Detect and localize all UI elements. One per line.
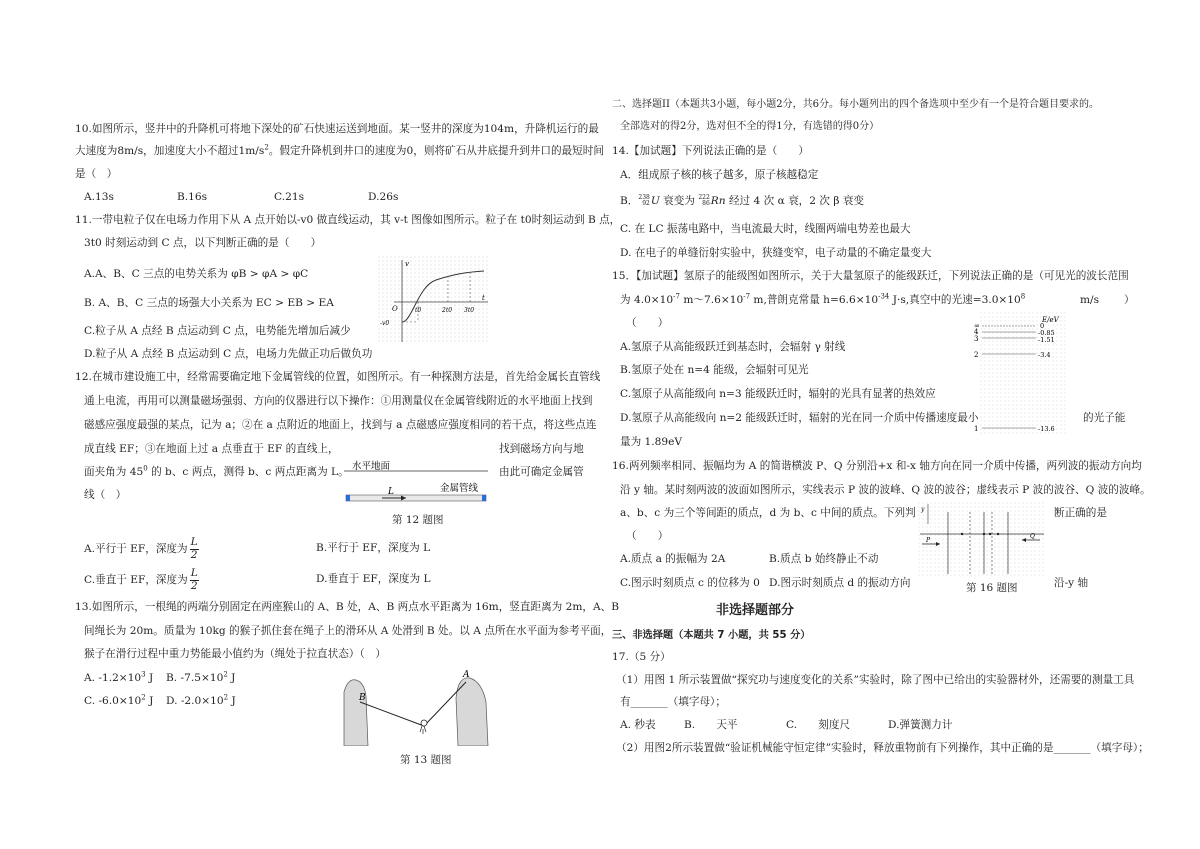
q12-option-a: A.平行于 EF，深度为 $\frac{L}{2}$ [84,536,198,561]
q15-option-d-line3: 量为 1.89eV [620,436,683,448]
section3-heading: 三、非选择题（本题共 7 小题，共 55 分） [612,630,811,641]
q13-option-b: B. $-7.5\times 10^2$ J [166,670,236,684]
q12-stem-line4b: 找到磁场方向与地 [499,443,584,455]
q13-option-c: C. $-6.0\times 10^2$ J [84,693,154,707]
q16-figure-background [918,502,1046,576]
q12-ground-label: 水平地面 [352,461,391,472]
q11-minus-v0-label: -v0 [380,320,390,327]
q11-stem-line1: 11.一带电粒子仅在电场力作用下从 A 点开始以-v0 做直线运动，其 v-t 图像如图所示。粒子在 t0时刻运动到 B 点， [75,214,621,226]
q15-option-c: C.氢原子从高能级向 n=3 能级跃迁时，辐射的光具有显著的热效应 [620,388,936,400]
q14-option-c: C. 在 LC 振荡电路中，当电流最大时，线圈两端电势差也最大 [620,223,911,235]
q11-option-d: D.粒子从 A 点经 B 点运动到 C 点，电场力先做正功后做负功 [84,348,373,360]
q17-part1-line1: （1）用图 1 所示装置做“探究功与速度变化的关系”实验时，除了图中已给出的实验器材外，还需要的测量工具 [616,674,1135,686]
q13-slide-ring [421,720,427,726]
q13-option-d: D. $-2.0\times 10^2$ J [166,693,236,707]
q13-rope [360,682,466,726]
q10-stem-line2: 大速度为8m/s，加速度大小不超过$1m/s^2$。假定升降机到井口的速度为0，则将矿石从井底提升到井口的最短时间 [75,143,604,157]
q15-e-inf: 0 [1040,322,1045,330]
q15-n-inf: ∞ [974,322,980,330]
q15-e-2: -3.4 [1038,351,1051,359]
q16-option-c: C.图示时刻质点 c 的位移为 0 [620,577,760,589]
q16-point-c [997,533,999,535]
q12-stem-line1: 12.在城市建设施工中，经常需要确定地下金属管线的位置，如图所示。有一种探测方法是，首先给金属长直管线 [75,371,601,383]
q11-t0-label: t0 [415,307,422,314]
q10-option-d: D.26s [368,191,399,203]
q15-e-3: -1.51 [1038,336,1055,344]
q13-stem-line2: 间绳长为 20m。质量为 10kg 的猴子抓住套在绳子上的滑环从 A 处滑到 B 处。以 A 点所在水平面为参考平面， [84,625,612,637]
q15-option-b: B.氢原子处在 n=4 能级，会辐射可见光 [620,364,809,376]
q12-pipe-label: 金属管线 [440,483,479,494]
q13-left-mountain [344,680,368,746]
q14-option-a: A．组成原子核的核子越多，原子核越稳定 [620,169,819,181]
q16-point-a [961,533,963,535]
q15-option-a: A.氢原子从高能级跃迁到基态时，会辐射 γ 射线 [620,341,846,353]
q12-current-label: L [388,487,394,497]
section2-heading-line2: 全部选对的得2分，选对但不全的得1分，有选错的得0分） [620,121,880,132]
q13-stem-line1: 13.如图所示，一根绳的两端分别固定在两座猴山的 A、B 处，A、B 两点水平距离为 16m，竖直距离为 2m，A、B [75,601,620,613]
q15-n-1: 1 [974,425,979,433]
q15-energy-level-diagram [972,312,1068,436]
section2-heading-line1: 二、选择题II（本题共3小题，每小题2分，共6分。每小题列出的四个备选项中至少有一个是符合题目要求的。 [612,99,1099,110]
q17-part2-line1: （2）用图2所示装置做“验证机械能守恒定律”实验时，释放重物前有下列操作，其中正确的是_______（填字母）； [616,742,1149,754]
q12-caption: 第 12 题图 [392,514,444,526]
q16-wave-figure [918,502,1046,576]
q15-stem-line2-close: ） [1124,294,1135,306]
q16-stem-line3a: a、b、c 为三个等间距的质点，d 为 b、c 中间的质点。下列判 [620,507,916,519]
q12-stem-line6: 线（ ） [84,489,127,501]
q13-caption: 第 13 题图 [400,754,452,766]
q11-2t0-label: 2t0 [442,307,453,314]
q13-point-a-label: A [463,670,470,680]
q12-stem-line4a: 成直线 EF；③在地面上过 a 点垂直于 EF 的直线上， [84,443,339,455]
q12-stem-line3: 磁感应强度最强的某点，记为 a；②在 a 点附近的地面上，找到与 a 点磁感应强度相同的若干点，将这些点连 [84,419,597,431]
q13-option-a: A. $-1.2\times 10^3$ J [84,670,154,684]
q15-n-4: 4 [974,328,979,336]
q15-stem-line2-unit: m/s [1080,294,1100,306]
q16-option-d-cont: 沿-y 轴 [1054,577,1089,589]
q14-option-d: D. 在电子的单缝衍射实验中，狭缝变窄，电子动量的不确定量变大 [620,247,932,259]
q11-option-c: C.粒子从 A 点经 B 点运动到 C 点，电势能先增加后减少 [84,325,351,337]
q10-option-a: A.13s [84,191,114,203]
q15-stem-line1: 15．【加试题】氢原子的能级图如图所示，关于大量氢原子的能级跃迁，下列说法正确的是（可见光的波长范围 [612,270,1129,282]
q12-option-d: D.垂直于 EF，深度为 L [316,573,431,585]
non-choice-part-title: 非选择题部分 [716,603,795,618]
q11-v-label: v [405,260,409,268]
q10-stem-line1: 10.如图所示，竖井中的升降机可将地下深处的矿石快速运送到地面。某一竖井的深度为104m，升降机运行的最 [75,123,599,135]
q16-stem-line1: 16.两列频率相同、振幅均为 A 的简谐横波 P、Q 分别沿+x 和-x 轴方向在同一介质中传播，两列波的振动方向均 [612,460,1142,472]
q16-caption: 第 16 题图 [966,582,1018,594]
q12-option-c: C.垂直于 EF，深度为 $\frac{L}{2}$ [84,567,198,592]
q17-part1-line2: 有_______（填字母）； [620,696,726,708]
q15-e-4: -0.85 [1038,329,1055,337]
q17-option-b: B. 天平 [684,719,738,731]
q11-stem-line2: 3t0 时刻运动到 C 点，以下判断正确的是（ ） [84,237,322,249]
q14-option-b: B． 238 92 U 衰变为 222 86 Rn 经过 4 次 α 衰，2 次 β 衰变 [620,194,865,207]
q15-option-d-line1: D.氢原子从高能级向 n=2 能级跃迁时，辐射的光在同一介质中传播速度最小 [620,412,979,424]
q17-option-a: A. 秒表 [620,719,656,731]
q12-pipe-figure [342,458,490,506]
q14-stem: 14.【加试题】下列说法正确的是（ ） [612,145,809,157]
q15-stem-line3: （ ） [626,317,669,329]
q10-option-b: B.16s [177,191,208,203]
q11-option-b: B. A、B、C 三点的场强大小关系为 EC > EB > EA [84,297,334,309]
q12-stem-line5c: 由此可确定金属管 [499,466,584,478]
q13-point-b-label: B [359,693,366,703]
q11-3t0-label: 3t0 [464,307,475,314]
q11-t-label: t [482,294,485,302]
q12-metal-pipe [346,495,486,501]
q17-head: 17.（5 分） [612,651,671,663]
q13-stem-line3: 猴子在滑行过程中重力势能最小值约为（绳处于拉直状态）（ ） [84,648,386,660]
q16-p-label: P [926,537,931,544]
q16-point-b [983,533,985,535]
q16-q-label: Q [1030,533,1035,540]
q11-option-a: A.A、B、C 三点的电势关系为 φB > φA > φC [84,268,309,280]
q12-pipe-end-left [346,495,350,501]
q15-n-2: 2 [974,351,979,359]
q12-option-b: B.平行于 EF，深度为 L [316,542,431,554]
q16-option-a: A.质点 a 的振幅为 2A [620,553,726,565]
q15-n-3: 3 [974,335,979,343]
q10-stem-line3: 是（ ） [75,168,118,180]
q10-option-c: C.21s [274,191,305,203]
q15-option-d-line2: 的光子能 [1083,412,1126,424]
q12-stem-line5: 面夹角为 $45^0$ 的 b、c 两点，测得 b、c 两点距离为 L。 [84,464,349,478]
q12-stem-line2: 通上电流，再用可以测量磁场强弱、方向的仪器进行以下操作：①用测量仪在金属管线附近的水平地面上找到 [84,395,593,407]
q16-stem-line4: （ ） [626,530,669,542]
q16-y-label: y [921,506,925,513]
q15-stem-line2: 为 $4.0\times 10^{-7}$ $m\sim 7.6\times 10^{-7}$ m,普朗克常量 $h=6.6\times 10^{-34}$ J·s,真空中的光速$=3.0\times 10^8$ [620,292,1026,306]
q12-pipe-end-right [482,495,486,501]
q13-monkey [420,726,426,734]
q11-graph-background [378,256,490,344]
q16-point-d [989,533,991,535]
q17-option-c: C. 刻度尺 [786,719,851,731]
q11-vt-graph [378,256,490,344]
q17-option-d: D.弹簧测力计 [888,719,953,731]
q16-stem-line3b: 断正确的是 [1054,507,1107,519]
q11-origin-label: O [392,305,398,313]
q13-monkey-figure [340,668,500,746]
q15-e-1: -13.6 [1038,425,1055,433]
q15-energy-unit: E/eV [1042,316,1059,324]
q16-stem-line2: 沿 y 轴。某时刻两波的波面如图所示，实线表示 P 波的波峰、Q 波的波谷；虚线表示 P 波的波谷、Q 波的波峰。 [620,484,1151,496]
q16-option-b: B.质点 b 始终静止不动 [769,553,879,565]
q16-option-d: D.图示时刻质点 d 的振动方向 [769,577,911,589]
